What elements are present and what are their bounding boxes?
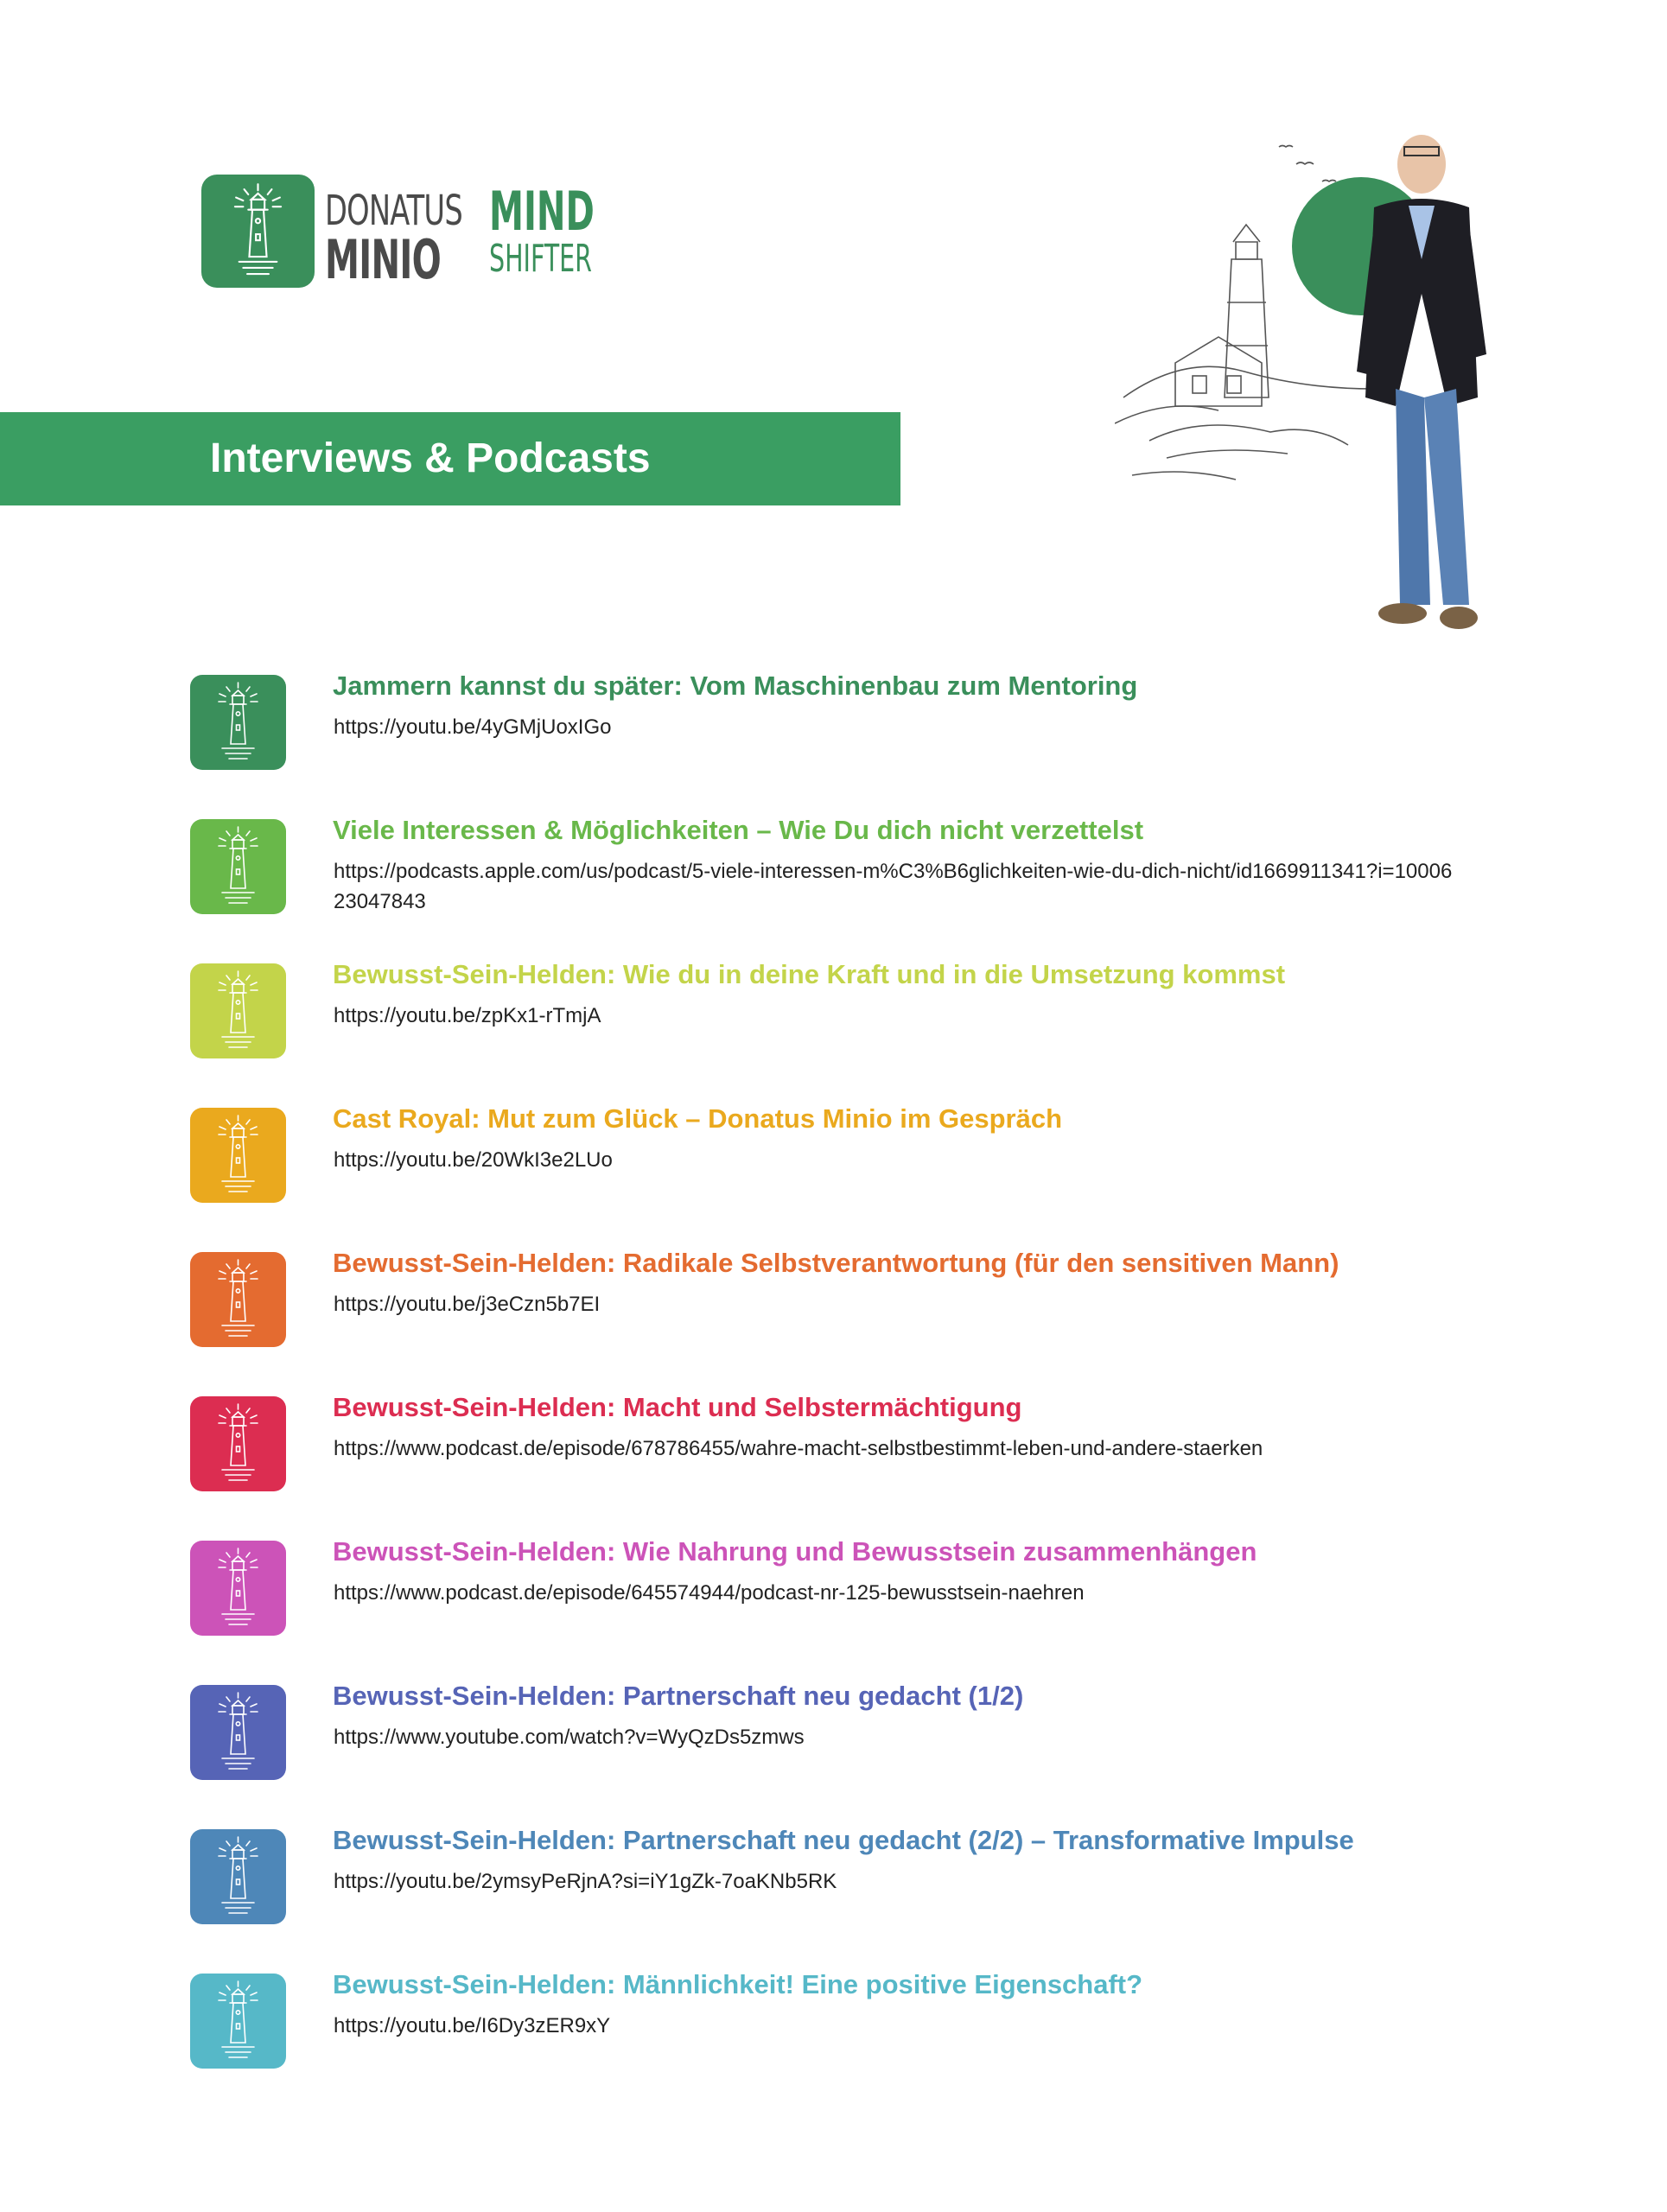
list-item [190, 1825, 1486, 1926]
entry-icon-badge [190, 1829, 286, 1924]
lighthouse-icon [190, 1829, 286, 1924]
entry-title[interactable]: Viele Interessen & Möglichkeiten – Wie Du dich nicht verzettelst [333, 815, 1144, 845]
entry-title[interactable]: Bewusst-Sein-Helden: Wie Nahrung und Bewusstsein zusammenhängen [333, 1536, 1257, 1567]
entry-icon-badge [190, 819, 286, 914]
entry-link[interactable]: https://podcasts.apple.com/us/podcast/5-viele-interessen-m%C3%B6glichkeiten-wie-du-dich-nicht/id1669911341?i=1000623047843 [334, 860, 1453, 913]
list-item [190, 959, 1486, 1060]
list-item [190, 1392, 1486, 1493]
entry-link[interactable]: https://www.podcast.de/episode/645574944/podcast-nr-125-bewusstsein-naehren [334, 1581, 1085, 1605]
list-item [190, 1248, 1486, 1349]
list-item [190, 1681, 1486, 1782]
entry-title[interactable]: Bewusst-Sein-Helden: Partnerschaft neu gedacht (1/2) [333, 1681, 1024, 1711]
list-item [190, 1969, 1486, 2070]
list-item [190, 815, 1486, 916]
logo-badge [201, 175, 315, 288]
lighthouse-icon [190, 1685, 286, 1780]
logo-text-mind: MIND [489, 180, 595, 243]
list-item [190, 1103, 1486, 1205]
section-banner [0, 412, 900, 505]
entry-title[interactable]: Bewusst-Sein-Helden: Macht und Selbstermächtigung [333, 1392, 1022, 1422]
lighthouse-icon [190, 1974, 286, 2069]
entry-icon-badge [190, 675, 286, 770]
entry-title[interactable]: Bewusst-Sein-Helden: Wie du in deine Kraft und in die Umsetzung kommst [333, 959, 1286, 989]
person-photo [1357, 135, 1486, 629]
entry-link[interactable]: https://youtu.be/2ymsyPeRjnA?si=iY1gZk-7oaKNb5RK [334, 1870, 837, 1893]
entry-link[interactable]: https://www.youtube.com/watch?v=WyQzDs5zmws [334, 1726, 805, 1749]
lighthouse-icon [201, 175, 315, 288]
entry-icon-badge [190, 1396, 286, 1491]
entry-link[interactable]: https://youtu.be/I6Dy3zER9xY [334, 2014, 611, 2037]
entry-title[interactable]: Bewusst-Sein-Helden: Männlichkeit! Eine positive Eigenschaft? [333, 1969, 1143, 1999]
entry-icon-badge [190, 1541, 286, 1636]
lighthouse-icon [190, 819, 286, 914]
entry-link[interactable]: https://www.podcast.de/episode/678786455/wahre-macht-selbstbestimmt-leben-und-andere-staerken [334, 1437, 1263, 1460]
entry-link[interactable]: https://youtu.be/4yGMjUoxIGo [334, 715, 612, 739]
entry-title[interactable]: Jammern kannst du später: Vom Maschinenbau zum Mentoring [333, 671, 1138, 701]
entry-title[interactable]: Bewusst-Sein-Helden: Partnerschaft neu gedacht (2/2) – Transformative Impulse [333, 1825, 1354, 1855]
entry-icon-badge [190, 1108, 286, 1203]
lighthouse-icon [190, 1541, 286, 1636]
logo-text-donatus: DONATUS [325, 187, 462, 235]
entry-link[interactable]: https://youtu.be/20WkI3e2LUo [334, 1148, 613, 1172]
entry-icon-badge [190, 1685, 286, 1780]
logo-text-shifter: SHIFTER [489, 237, 592, 281]
entry-title[interactable]: Bewusst-Sein-Helden: Radikale Selbstverantwortung (für den sensitiven Mann) [333, 1248, 1339, 1278]
lighthouse-icon [190, 1252, 286, 1347]
lighthouse-icon [190, 675, 286, 770]
entry-link[interactable]: https://youtu.be/j3eCzn5b7EI [334, 1293, 601, 1316]
lighthouse-icon [190, 963, 286, 1058]
lighthouse-icon [190, 1108, 286, 1203]
list-item [190, 671, 1486, 772]
entry-link[interactable]: https://youtu.be/zpKx1-rTmjA [334, 1004, 601, 1027]
logo-text-minio: MINIO [325, 228, 441, 291]
hero-illustration [1115, 112, 1547, 648]
lighthouse-icon [190, 1396, 286, 1491]
brand-logo [201, 175, 633, 289]
entry-icon-badge [190, 963, 286, 1058]
list-item [190, 1536, 1486, 1637]
page-title: Interviews & Podcasts [210, 435, 651, 481]
entry-icon-badge [190, 1252, 286, 1347]
entry-icon-badge [190, 1974, 286, 2069]
entry-title[interactable]: Cast Royal: Mut zum Glück – Donatus Minio im Gespräch [333, 1103, 1063, 1134]
